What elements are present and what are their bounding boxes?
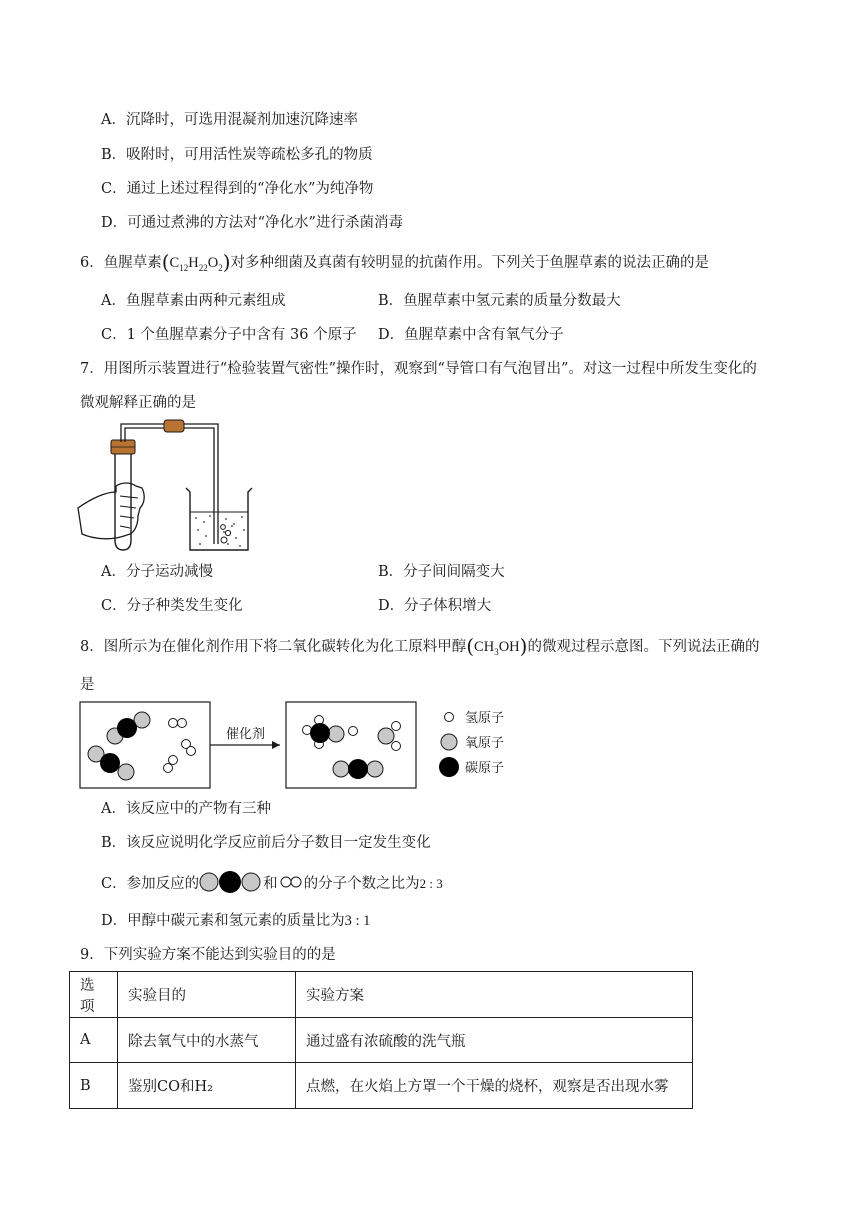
header-option: 选项 xyxy=(70,972,118,1018)
q8-stem-prefix: 8．图所示为在催化剂作用下将二氧化碳转化为化工原料甲醇 xyxy=(80,639,467,655)
gas-bubbles xyxy=(221,525,231,543)
airtightness-apparatus-figure xyxy=(76,416,256,556)
q6-option-d: D．鱼腥草素中含有氧气分子 xyxy=(378,327,564,343)
q5-option-c: C．通过上述过程得到的“净化水”为纯净物 xyxy=(101,181,374,197)
q6-option-c: C．1 个鱼腥草素分子中含有 36 个原子 xyxy=(101,327,357,343)
q8-option-d-ratio: 3 : 1 xyxy=(344,913,371,929)
header-purpose: 实验目的 xyxy=(118,972,296,1018)
q8-option-d-prefix: D．甲醇中碳元素和氢元素的质量比为 xyxy=(101,913,345,929)
q7-stem-line2: 微观解释正确的是 xyxy=(80,395,196,411)
carbon-legend-icon xyxy=(439,757,459,777)
q5-option-b: B．吸附时，可用活性炭等疏松多孔的物质 xyxy=(101,147,373,163)
q8-option-b: B．该反应说明化学反应前后分子数目一定发生变化 xyxy=(101,835,431,851)
water-dots xyxy=(195,515,245,547)
table-header-row xyxy=(70,972,693,1018)
co2-methanol-reaction-figure xyxy=(78,700,528,792)
q8-option-c-ratio: 2 : 3 xyxy=(419,876,443,891)
q6-option-a: A．鱼腥草素由两种元素组成 xyxy=(101,293,286,309)
q8-stem: 8．图所示为在催化剂作用下将二氧化碳转化为化工原料甲醇$(CH_3OH)$的微观过程示意图。下列说法正确的 xyxy=(80,634,760,658)
beaker xyxy=(186,488,252,550)
row-b-scheme: 点燃，在火焰上方罩一个干燥的烧杯，观察是否出现水雾 xyxy=(296,1063,693,1109)
row-a-option: A xyxy=(70,1018,118,1063)
q8-option-c xyxy=(101,871,443,894)
q7-option-b: B．分子间间隔变大 xyxy=(378,564,505,580)
q8-option-c-and: 和 xyxy=(263,876,278,892)
q8-stem-suffix: 的微观过程示意图。下列说法正确的 xyxy=(527,639,760,655)
q8-option-d xyxy=(101,911,370,931)
oxygen-legend-icon xyxy=(441,734,457,750)
legend-oxygen: 氧原子 xyxy=(465,736,505,751)
q9-table xyxy=(69,971,693,1109)
q5-option-d: D．可通过煮沸的方法对“净化水”进行杀菌消毒 xyxy=(101,215,403,231)
q8-option-a: A．该反应中的产物有三种 xyxy=(101,801,271,817)
q6-formula: $C_{12}H_{22}O_2$ xyxy=(169,255,223,273)
q7-stem-line1: 7．用图所示装置进行“检验装置气密性”操作时，观察到“导管口有气泡冒出”。对这一过程中所发生变化的 xyxy=(80,361,757,377)
hand-outline xyxy=(78,483,144,539)
q5-option-a: A．沉降时，可选用混凝剂加速沉降速率 xyxy=(101,112,358,128)
row-b-option: B xyxy=(70,1063,118,1109)
table-row xyxy=(70,1018,693,1063)
q8-option-c-prefix: C．参加反应的 xyxy=(101,876,200,892)
q7-option-a: A．分子运动减慢 xyxy=(101,564,213,580)
table-row xyxy=(70,1063,693,1109)
legend-carbon: 碳原子 xyxy=(465,761,505,776)
q8-option-c-suffix: 的分子个数之比为 xyxy=(303,876,420,892)
row-a-purpose: 除去氧气中的水蒸气 xyxy=(118,1018,296,1063)
h2-inline-icon xyxy=(280,875,302,889)
q8-stem-line2: 是 xyxy=(80,677,95,693)
catalyst-label: 催化剂 xyxy=(226,727,266,742)
hydrogen-legend-icon xyxy=(445,713,454,722)
q6-option-b: B．鱼腥草素中氢元素的质量分数最大 xyxy=(378,293,621,309)
q8-formula: $CH_3OH$ xyxy=(474,639,520,657)
row-a-scheme: 通过盛有浓硫酸的洗气瓶 xyxy=(296,1018,693,1063)
legend-hydrogen: 氢原子 xyxy=(465,711,505,726)
co2-inline-icon xyxy=(199,871,263,893)
co2-molecule xyxy=(333,759,383,779)
q7-option-c: C．分子种类发生变化 xyxy=(101,598,243,614)
q7-option-d: D．分子体积增大 xyxy=(378,598,492,614)
rubber-connector xyxy=(164,420,184,432)
header-scheme: 实验方案 xyxy=(296,972,693,1018)
q6-stem: 6．鱼腥草素$(C_{12}H_{22}O_2)$对多种细菌及真菌有较明显的抗菌作用。下列关于鱼腥草素的说法正确的是 xyxy=(80,250,709,274)
q6-stem-suffix: 对多种细菌及真菌有较明显的抗菌作用。下列关于鱼腥草素的说法正确的是 xyxy=(230,255,709,271)
q6-stem-prefix: 6．鱼腥草素 xyxy=(80,255,162,271)
row-b-purpose: 鉴别CO和H₂ xyxy=(118,1063,296,1109)
q9-stem: 9．下列实验方案不能达到实验目的的是 xyxy=(80,947,336,963)
